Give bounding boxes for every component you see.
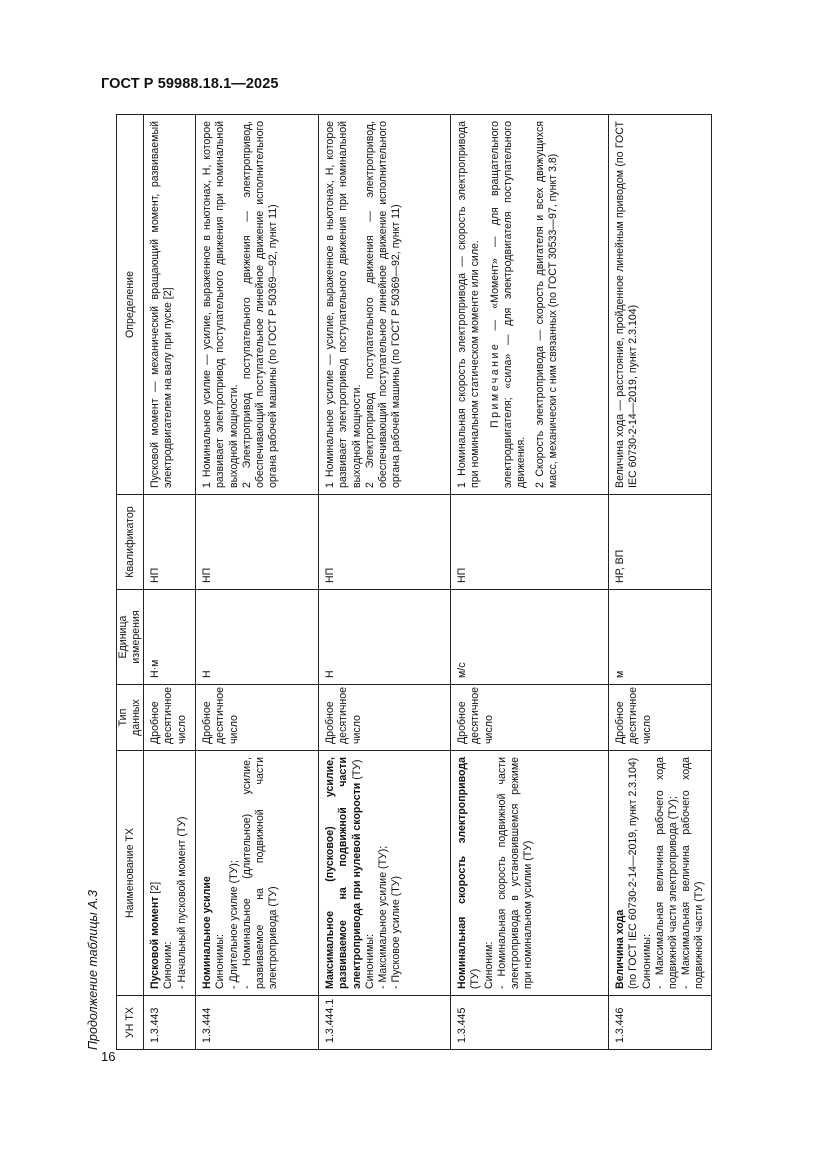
cell-type: Дробное десятичное число	[451, 685, 609, 751]
cell-qualifier: НП	[451, 495, 609, 590]
definition-paragraph: 1 Номинальное усилие — усилие, выраженное в ньютонах, Н, которое развивает электропривод поступательного движения при номинальной выходной мощности.	[324, 121, 363, 488]
definition-paragraph: 1 Номинальная скорость электропривода — скорость электропривода при номинальном статическом моменте или силе.	[456, 121, 482, 488]
synonyms-label: Синоним:	[482, 941, 495, 989]
term-name: Номинальная скорость электропривода	[456, 757, 469, 989]
table-row	[196, 115, 319, 1050]
cell-id: 1.3.444	[196, 996, 319, 1050]
term-name: Номинальное усилие	[201, 876, 214, 989]
note-label: Примечание	[488, 341, 501, 428]
cell-type: Дробное десятичное число	[144, 685, 196, 751]
definition-paragraph: 2 Электропривод поступательного движения — электропривод, обеспечивающий поступательное линейное движение исполнительного органа рабочей машины (по ГОСТ Р 50369—92, пункт 11)	[240, 121, 279, 488]
cell-name	[609, 751, 712, 996]
cell-unit: Н	[196, 590, 319, 685]
definition-paragraph: 2 Электропривод поступательного движения — электропривод, обеспечивающий поступательное линейное движение исполнительного органа рабочей машины (по ГОСТ Р 50369—92, пункт 11)	[363, 121, 402, 488]
cell-unit: Н	[319, 590, 451, 685]
synonym-item: - Номинальная скорость подвижной части электропривода в установившемся режиме при номинальном усилии (ТУ)	[495, 757, 534, 989]
synonym-item: - Номинальное (длительное) усилие, развиваемое на подвижной части электропривода (ТУ)	[240, 757, 279, 989]
cell-id: 1.3.443	[144, 996, 196, 1050]
requirements-table	[116, 114, 712, 1050]
header-id: УН ТХ	[117, 996, 144, 1050]
synonyms-label: Синонимы:	[640, 934, 653, 989]
note-paragraph	[489, 121, 528, 488]
header-definition: Определение	[117, 115, 144, 495]
table-row	[609, 115, 712, 1050]
header-unit: Единица измерения	[117, 590, 144, 685]
cell-name	[144, 751, 196, 996]
cell-definition: Пусковой момент — механический вращающий момент, развиваемый электродвигателем на валу при пуске [2]	[144, 115, 196, 495]
header-type: Тип данных	[117, 685, 144, 751]
synonym-item: - Пусковое усилие (ТУ)	[389, 875, 402, 989]
table-caption: Продолжение таблицы А.3	[86, 890, 100, 1050]
cell-qualifier: НР, ВП	[609, 495, 712, 590]
synonym-item: - Длительное усилие (ТУ);	[227, 860, 240, 989]
cell-name	[319, 751, 451, 996]
cell-id: 1.3.444.1	[319, 996, 451, 1050]
cell-name	[451, 751, 609, 996]
cell-name	[196, 751, 319, 996]
document-code: ГОСТ Р 59988.18.1—2025	[101, 76, 279, 92]
cell-definition	[451, 115, 609, 495]
cell-qualifier: НП	[319, 495, 451, 590]
rotated-content	[80, 115, 780, 1050]
definition-paragraph: 1 Номинальное усилие — усилие, выраженное в ньютонах, Н, которое развивает электропривод поступательного движения при номинальной выходной мощности.	[201, 121, 240, 488]
table-row	[451, 115, 609, 1050]
cell-unit: Н·м	[144, 590, 196, 685]
cell-definition: Величина хода — расстояние, пройденное линейным приводом (по ГОСТ IEC 60730-2-14—2019, пункт 2.3.104)	[609, 115, 712, 495]
term-name: Максимальное (пусковое) усилие, развиваемое на подвижной части электропривода при нулевой скорости	[324, 757, 363, 989]
cell-qualifier: НП	[144, 495, 196, 590]
term-suffix: [2]	[149, 881, 162, 897]
table-header-row	[117, 115, 144, 1050]
term-reference: (по ГОСТ IEC 60730-2-14—2019, пункт 2.3.104)	[627, 757, 640, 989]
synonyms-label: Синонимы:	[363, 934, 376, 989]
term-suffix: (ТУ)	[469, 968, 482, 989]
cell-type: Дробное десятичное число	[609, 685, 712, 751]
page-number: 16	[101, 1049, 116, 1064]
cell-id: 1.3.446	[609, 996, 712, 1050]
term-name: Величина хода	[614, 909, 627, 989]
definition-paragraph: 2 Скорость электропривода — скорость двигателя и всех движущихся масс, механически с ним связанных (по ГОСТ 30533—97, пункт 3.8)	[533, 121, 559, 488]
synonym-item: - Максимальная величина рабочего хода подвижной части электропривода (ТУ);	[653, 757, 679, 989]
cell-qualifier: НП	[196, 495, 319, 590]
cell-unit: м/с	[451, 590, 609, 685]
synonyms-label: Синонимы:	[214, 934, 227, 989]
table-row	[319, 115, 451, 1050]
cell-type: Дробное десятичное число	[196, 685, 319, 751]
synonym-item: - Максимальное усилие (ТУ);	[376, 845, 389, 989]
term-suffix: (ТУ)	[350, 759, 363, 783]
cell-id: 1.3.445	[451, 996, 609, 1050]
cell-definition	[196, 115, 319, 495]
cell-definition	[319, 115, 451, 495]
term-name: Пусковой момент	[149, 896, 162, 989]
table-row	[144, 115, 196, 1050]
header-qualifier: Квалификатор	[117, 495, 144, 590]
synonym-item: - Начальный пусковой момент (ТУ)	[175, 816, 188, 989]
note-text: — «Момент» — для вращательного электродвигателя; «сила» — для электродвигателя поступательного движения.	[488, 121, 527, 488]
cell-unit: м	[609, 590, 712, 685]
header-name: Наименование ТХ	[117, 751, 144, 996]
synonym-item: - Максимальная величина рабочего хода подвижной части (ТУ)	[679, 757, 705, 989]
synonyms-label: Синоним:	[162, 941, 175, 989]
cell-type: Дробное десятичное число	[319, 685, 451, 751]
